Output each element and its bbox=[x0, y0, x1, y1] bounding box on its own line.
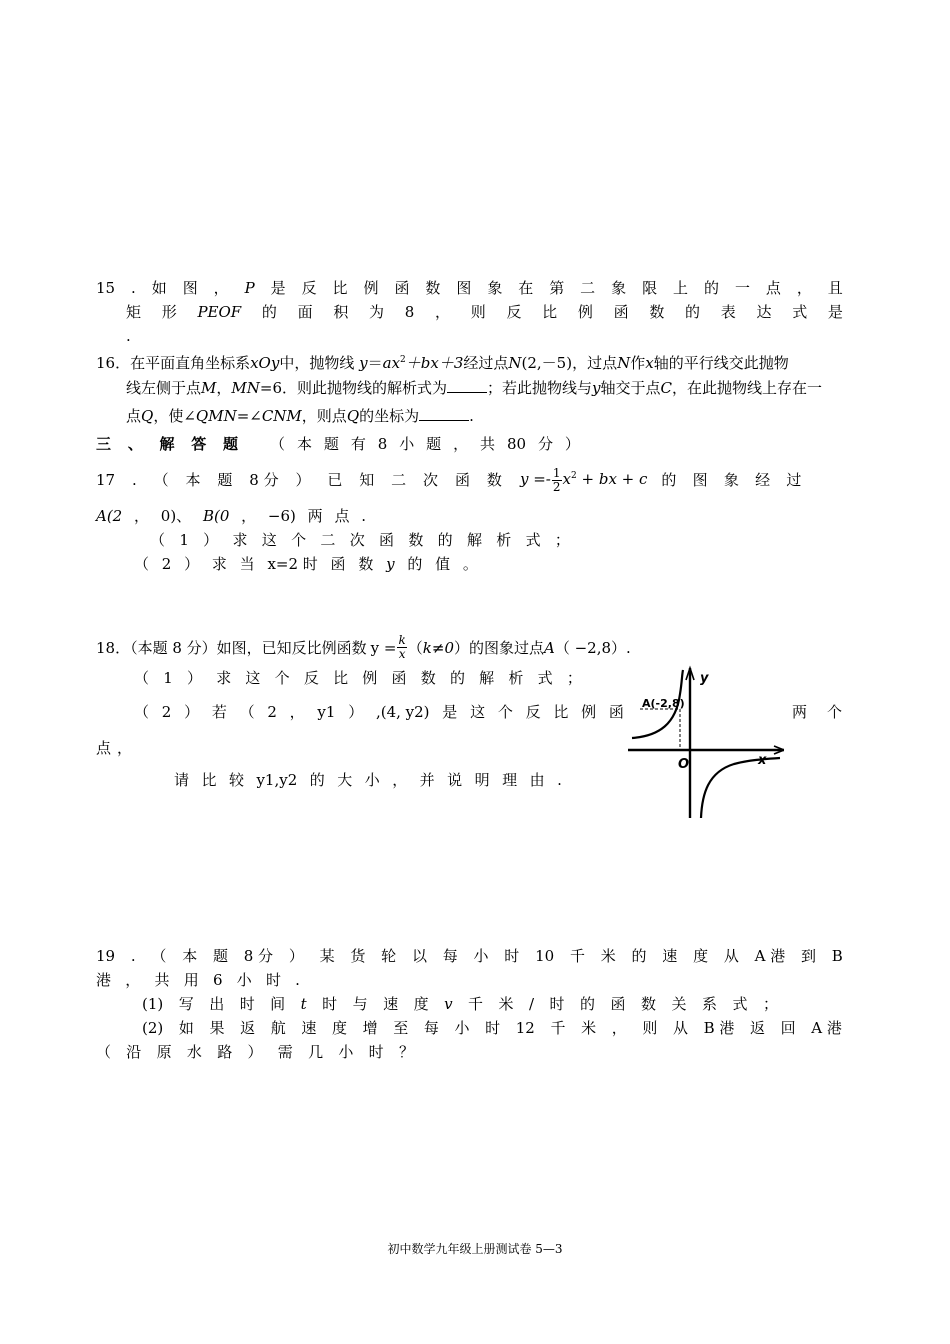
text-token: 本 bbox=[296, 435, 312, 453]
text-token: . bbox=[131, 470, 137, 489]
q19-line-1 bbox=[96, 946, 843, 966]
text-token: 沿 bbox=[126, 1043, 142, 1061]
text-token: . bbox=[295, 971, 300, 989]
text-token: 航 bbox=[270, 1019, 286, 1037]
text-token: 象 bbox=[611, 279, 627, 297]
text-token: 题 bbox=[323, 435, 339, 453]
text-token: 千 bbox=[550, 1019, 566, 1037]
text-token: （ bbox=[134, 555, 150, 573]
text-token: 函 bbox=[391, 669, 407, 687]
text-token: 轮 bbox=[381, 947, 397, 965]
text-token: 6 bbox=[212, 971, 223, 989]
text-token: 如 bbox=[178, 1019, 194, 1037]
text-token: 千 bbox=[468, 995, 484, 1013]
text-token: 15 bbox=[96, 279, 116, 297]
text-token: 比 bbox=[332, 279, 348, 297]
text-token: 点 bbox=[765, 279, 781, 297]
text-token: 米 bbox=[498, 995, 514, 1013]
text-token: 这 bbox=[470, 703, 486, 721]
text-token: （ bbox=[150, 531, 166, 549]
text-token: y1,y2 bbox=[256, 771, 298, 789]
q16-parabola-equation: $y=ax^2+bx+3$ bbox=[359, 354, 464, 372]
text-token: 果 bbox=[209, 1019, 225, 1037]
text-token: 每 bbox=[442, 947, 458, 965]
text-token: 写 bbox=[178, 995, 194, 1013]
text-token: 速 bbox=[301, 1019, 317, 1037]
text-token: 是 bbox=[827, 303, 843, 321]
text-token: 例 bbox=[577, 303, 593, 321]
text-token: 理 bbox=[502, 771, 518, 789]
text-token: 8 bbox=[404, 303, 415, 321]
text-token: B 港 bbox=[703, 1019, 735, 1037]
text-token: 共 bbox=[154, 971, 170, 989]
text-token: （ bbox=[270, 435, 286, 453]
text-token: （ bbox=[239, 703, 255, 721]
q15-line-3: . bbox=[126, 327, 131, 345]
text-token: 原 bbox=[156, 1043, 172, 1061]
text-token: 值 bbox=[435, 555, 451, 573]
q16-line-3: 点Q，使∠QMN=∠CNM，则点Q的坐标为 . bbox=[126, 407, 474, 425]
text-token: 函 bbox=[613, 303, 629, 321]
text-token: 用 bbox=[183, 971, 199, 989]
text-token: 的 bbox=[685, 303, 701, 321]
text-token: 17 bbox=[96, 470, 116, 489]
text-token: 式 bbox=[732, 995, 748, 1013]
text-token: 千 bbox=[569, 947, 585, 965]
text-token: ， bbox=[125, 971, 141, 989]
text-token: 的 bbox=[449, 669, 465, 687]
q19-sub-1 bbox=[142, 994, 778, 1014]
text-token: 题 bbox=[222, 435, 238, 453]
point-label-a: A(-2,8) bbox=[642, 697, 685, 710]
text-token: ， bbox=[611, 1019, 627, 1037]
origin-label: O bbox=[678, 757, 690, 772]
text-token: 需 bbox=[277, 1043, 293, 1061]
text-token: 函 bbox=[608, 703, 624, 721]
text-token: ） bbox=[295, 470, 311, 489]
text-token: 函 bbox=[379, 531, 395, 549]
text-token: 例 bbox=[362, 669, 378, 687]
text-token: 在 bbox=[518, 279, 534, 297]
text-token: 函 bbox=[454, 470, 470, 489]
text-token: 题 bbox=[217, 470, 233, 489]
text-token: 点 bbox=[334, 507, 350, 525]
text-token: ； bbox=[762, 995, 778, 1013]
text-token: 的 bbox=[703, 279, 719, 297]
text-token: ， bbox=[116, 739, 132, 757]
text-token: 共 bbox=[480, 435, 496, 453]
text-token: 2 bbox=[161, 703, 172, 721]
text-token: 数 bbox=[408, 531, 424, 549]
text-token: 比 bbox=[201, 771, 217, 789]
text-token: 积 bbox=[333, 303, 349, 321]
text-token: 速 bbox=[383, 995, 399, 1013]
text-token: 反 bbox=[303, 669, 319, 687]
text-token: 说 bbox=[447, 771, 463, 789]
q18-sub-1 bbox=[134, 668, 582, 688]
text-token: t bbox=[300, 995, 307, 1013]
text-token: 小 bbox=[399, 435, 415, 453]
text-token: A(2 bbox=[96, 507, 123, 525]
text-token: ） bbox=[348, 703, 364, 721]
text-token: 三 bbox=[96, 435, 112, 453]
q17-equation: y =- $\frac{1}{2}$ $x^2$ + bx + c bbox=[520, 465, 648, 494]
q15-line-1 bbox=[96, 278, 843, 298]
y-axis-label: y bbox=[700, 671, 709, 686]
q19-sub-3 bbox=[96, 1042, 414, 1062]
text-token: 的 bbox=[580, 995, 596, 1013]
text-token: 知 bbox=[359, 470, 375, 489]
text-token: P bbox=[244, 279, 255, 297]
section-3-note bbox=[270, 434, 580, 454]
q17-sub-1 bbox=[150, 530, 570, 550]
q18-sub-2 bbox=[134, 702, 624, 722]
text-token: 至 bbox=[393, 1019, 409, 1037]
q17-sub-2 bbox=[134, 554, 478, 574]
q18-sub-2-end bbox=[792, 702, 842, 722]
text-token: 式 bbox=[792, 303, 808, 321]
text-token: 次 bbox=[349, 531, 365, 549]
text-token: B bbox=[831, 947, 843, 965]
text-token: ， bbox=[241, 507, 257, 525]
text-token: 2 bbox=[161, 555, 172, 573]
text-token: 析 bbox=[508, 669, 524, 687]
q19-line-2 bbox=[96, 970, 300, 990]
text-token: 限 bbox=[642, 279, 658, 297]
text-token: ？ bbox=[398, 1043, 414, 1061]
text-token: 次 bbox=[423, 470, 439, 489]
text-token: ； bbox=[566, 669, 582, 687]
text-token: 题 bbox=[212, 947, 228, 965]
text-token: 时 bbox=[239, 995, 255, 1013]
text-token: 形 bbox=[161, 303, 177, 321]
text-token: 小 bbox=[473, 947, 489, 965]
text-token: 2 bbox=[267, 703, 277, 721]
text-token: 数 bbox=[641, 995, 657, 1013]
text-token: 表 bbox=[720, 303, 736, 321]
text-token: 明 bbox=[474, 771, 490, 789]
text-token: 系 bbox=[701, 995, 717, 1013]
text-token: . bbox=[130, 947, 136, 965]
text-token: 达 bbox=[756, 303, 772, 321]
text-token: 个 bbox=[274, 669, 290, 687]
text-token: 的 bbox=[261, 303, 277, 321]
section-3-heading bbox=[96, 434, 580, 454]
text-token: 第 bbox=[549, 279, 565, 297]
text-token: ， bbox=[453, 435, 469, 453]
text-token: 面 bbox=[297, 303, 313, 321]
text-token: 图 bbox=[456, 279, 472, 297]
text-token: 8 分 bbox=[243, 947, 274, 965]
text-token: 二 bbox=[391, 470, 407, 489]
text-token: 时 bbox=[504, 947, 520, 965]
text-token: 分 bbox=[537, 435, 553, 453]
text-token: 返 bbox=[749, 1019, 765, 1037]
text-token: 过 bbox=[786, 470, 802, 489]
text-token: 的 bbox=[661, 470, 677, 489]
text-token: 时 bbox=[265, 971, 281, 989]
text-token: A 港 bbox=[811, 1019, 842, 1037]
text-token: 10 bbox=[535, 947, 555, 965]
text-token: 一 bbox=[734, 279, 750, 297]
text-token: 路 bbox=[217, 1043, 233, 1061]
text-token: 式 bbox=[537, 669, 553, 687]
q18-header: 18．（本题 8 分）如图，已知反比例函数 y = $\frac{k}{x}$ （ k≠0 ）的图象过点 A （ −2,8）. bbox=[96, 633, 631, 661]
text-token: 港 bbox=[96, 971, 112, 989]
text-token: / bbox=[529, 995, 535, 1013]
text-token: 、 bbox=[127, 435, 143, 453]
text-token: 数 bbox=[649, 303, 665, 321]
text-token: 图 bbox=[692, 470, 708, 489]
text-token: 已 bbox=[327, 470, 343, 489]
page-footer: 初中数学九年级上册测试卷 5—3 bbox=[387, 1242, 563, 1256]
text-token: ； bbox=[554, 531, 570, 549]
text-token: 数 bbox=[420, 669, 436, 687]
text-token: 反 bbox=[525, 703, 541, 721]
section-3-title bbox=[96, 434, 238, 454]
text-token: 则 bbox=[470, 303, 486, 321]
text-token: 两 bbox=[307, 507, 323, 525]
text-token: 回 bbox=[780, 1019, 796, 1037]
text-token: 大 bbox=[337, 771, 353, 789]
text-token: (2) bbox=[142, 1019, 164, 1037]
text-token: 数 bbox=[358, 555, 374, 573]
text-token: 1 bbox=[163, 669, 173, 687]
text-token: 求 bbox=[211, 555, 227, 573]
text-token: 象 bbox=[723, 470, 739, 489]
text-token: ， bbox=[796, 279, 812, 297]
text-token: 由 bbox=[529, 771, 545, 789]
text-token: ） bbox=[247, 1043, 263, 1061]
text-token: 并 bbox=[419, 771, 435, 789]
text-token: 速 bbox=[662, 947, 678, 965]
text-token: A 港 bbox=[754, 947, 786, 965]
text-token: 反 bbox=[506, 303, 522, 321]
text-token: 二 bbox=[320, 531, 336, 549]
text-token: ） bbox=[184, 555, 200, 573]
text-token: 货 bbox=[350, 947, 366, 965]
text-token: 度 bbox=[693, 947, 709, 965]
text-token: 题 bbox=[426, 435, 442, 453]
text-token: 且 bbox=[827, 279, 843, 297]
text-token: 二 bbox=[580, 279, 596, 297]
text-token: （ bbox=[96, 1043, 112, 1061]
text-token: 的 bbox=[437, 531, 453, 549]
text-token: 8 分 bbox=[249, 470, 279, 489]
text-token: 有 bbox=[350, 435, 366, 453]
text-token: 间 bbox=[270, 995, 286, 1013]
text-token: 比 bbox=[542, 303, 558, 321]
text-token: 从 bbox=[723, 947, 739, 965]
text-token: 小 bbox=[236, 971, 252, 989]
text-token: 求 bbox=[232, 531, 248, 549]
text-token: 时 bbox=[368, 1043, 384, 1061]
text-token: 个 bbox=[291, 531, 307, 549]
text-token: 12 bbox=[515, 1019, 535, 1037]
text-token: 从 bbox=[672, 1019, 688, 1037]
text-token: 米 bbox=[581, 1019, 597, 1037]
text-token: 时 bbox=[322, 995, 338, 1013]
text-token: 。 bbox=[462, 555, 478, 573]
text-token: 的 bbox=[407, 555, 423, 573]
text-token: 经 bbox=[755, 470, 771, 489]
text-token: 某 bbox=[319, 947, 335, 965]
text-token: 析 bbox=[496, 531, 512, 549]
text-token: 小 bbox=[454, 1019, 470, 1037]
text-token: 为 bbox=[369, 303, 385, 321]
q16-line-1: 16．在平面直角坐标系xOy中，抛物线 $y=ax^2+bx+3$经过点N(2,－5)，过点N作x轴的平行线交此抛物 bbox=[96, 354, 789, 372]
text-token: 增 bbox=[362, 1019, 378, 1037]
text-token: y1 bbox=[317, 703, 336, 721]
hyperbola-graph bbox=[624, 664, 784, 820]
text-token: B(0 bbox=[202, 507, 230, 525]
text-token: 这 bbox=[245, 669, 261, 687]
text-token: 每 bbox=[423, 1019, 439, 1037]
text-token: 0)、 bbox=[160, 507, 192, 525]
text-token: . bbox=[131, 279, 136, 297]
answer-blank-2 bbox=[419, 406, 469, 421]
text-token: 反 bbox=[301, 279, 317, 297]
text-token: 小 bbox=[364, 771, 380, 789]
text-token: ， bbox=[392, 771, 408, 789]
text-token: 数 bbox=[425, 279, 441, 297]
hyperbola-branch-right bbox=[701, 758, 780, 818]
text-token: 关 bbox=[671, 995, 687, 1013]
text-token: 出 bbox=[209, 995, 225, 1013]
text-token: 象 bbox=[487, 279, 503, 297]
text-token: ， bbox=[289, 703, 305, 721]
text-token: 米 bbox=[600, 947, 616, 965]
text-token: x=2 时 bbox=[267, 555, 318, 573]
text-token: 与 bbox=[352, 995, 368, 1013]
text-token: 以 bbox=[411, 947, 427, 965]
text-token: 是 bbox=[442, 703, 458, 721]
text-token: v bbox=[444, 995, 453, 1013]
text-token: 是 bbox=[270, 279, 286, 297]
text-token: （ bbox=[134, 703, 150, 721]
q19-sub-2 bbox=[142, 1018, 842, 1038]
text-token: ） bbox=[184, 703, 200, 721]
text-token: ） bbox=[203, 531, 219, 549]
text-token: 点 bbox=[96, 739, 112, 757]
text-token: 时 bbox=[549, 995, 565, 1013]
text-token: 比 bbox=[553, 703, 569, 721]
text-token: . bbox=[361, 507, 366, 525]
text-token: 如 bbox=[151, 279, 167, 297]
text-token: 数 bbox=[486, 470, 502, 489]
text-token: 答 bbox=[191, 435, 207, 453]
text-token: ， bbox=[435, 303, 451, 321]
text-token: 小 bbox=[338, 1043, 354, 1061]
text-token: 这 bbox=[261, 531, 277, 549]
text-token: ） bbox=[564, 435, 580, 453]
text-token: 到 bbox=[801, 947, 817, 965]
text-token: ， bbox=[213, 279, 229, 297]
q17-line-2 bbox=[96, 506, 366, 526]
text-token: 本 bbox=[185, 470, 201, 489]
q18-sub-2-cont bbox=[96, 738, 132, 758]
text-token: 个 bbox=[826, 703, 842, 721]
text-token: 当 bbox=[239, 555, 255, 573]
text-token: ,(4, y2) bbox=[375, 703, 430, 721]
text-token: (1) bbox=[142, 995, 164, 1013]
text-token: 比 bbox=[333, 669, 349, 687]
text-token: 几 bbox=[308, 1043, 324, 1061]
text-token: 度 bbox=[331, 1019, 347, 1037]
text-token: 时 bbox=[485, 1019, 501, 1037]
text-token: PEOF bbox=[197, 303, 242, 321]
text-token: 式 bbox=[525, 531, 541, 549]
text-token: （ bbox=[153, 470, 169, 489]
text-token: . bbox=[557, 771, 562, 789]
text-token: 19 bbox=[96, 947, 116, 965]
x-axis-label: x bbox=[758, 753, 767, 768]
text-token: 80 bbox=[506, 435, 527, 453]
text-token: 返 bbox=[240, 1019, 256, 1037]
q16-line-2: 线左侧于点M，MN=6．则此抛物线的解析式为 ；若此抛物线与y轴交于点C，在此抛物线上存在一 bbox=[126, 379, 823, 397]
text-token: 解 bbox=[479, 669, 495, 687]
text-token: 则 bbox=[642, 1019, 658, 1037]
text-token: 请 bbox=[174, 771, 190, 789]
text-token: ） bbox=[186, 669, 202, 687]
text-token: 水 bbox=[186, 1043, 202, 1061]
text-token: 较 bbox=[228, 771, 244, 789]
text-token: ） bbox=[288, 947, 304, 965]
text-token: 的 bbox=[631, 947, 647, 965]
text-token: 矩 bbox=[126, 303, 142, 321]
text-token: （ bbox=[151, 947, 167, 965]
text-token: 两 bbox=[792, 703, 808, 721]
text-token: 函 bbox=[610, 995, 626, 1013]
text-token: 解 bbox=[159, 435, 175, 453]
text-token: 上 bbox=[673, 279, 689, 297]
q15-line-2 bbox=[126, 302, 843, 322]
text-token: 解 bbox=[466, 531, 482, 549]
text-token: 求 bbox=[216, 669, 232, 687]
text-token: 的 bbox=[309, 771, 325, 789]
text-token: 图 bbox=[182, 279, 198, 297]
q17-line-1 bbox=[96, 466, 801, 494]
text-token: （ bbox=[134, 669, 150, 687]
text-token: 个 bbox=[497, 703, 513, 721]
text-token: 函 bbox=[330, 555, 346, 573]
text-token: 本 bbox=[182, 947, 198, 965]
text-token: 度 bbox=[413, 995, 429, 1013]
text-token: y bbox=[386, 555, 395, 573]
text-token: 若 bbox=[211, 703, 227, 721]
answer-blank-1 bbox=[447, 378, 487, 393]
text-token: 例 bbox=[581, 703, 597, 721]
text-token: 8 bbox=[377, 435, 388, 453]
text-token: 例 bbox=[363, 279, 379, 297]
text-token: 1 bbox=[179, 531, 189, 549]
text-token: 函 bbox=[394, 279, 410, 297]
text-token: ， bbox=[134, 507, 150, 525]
q18-sub-3 bbox=[174, 770, 562, 790]
text-token: −6) bbox=[267, 507, 296, 525]
